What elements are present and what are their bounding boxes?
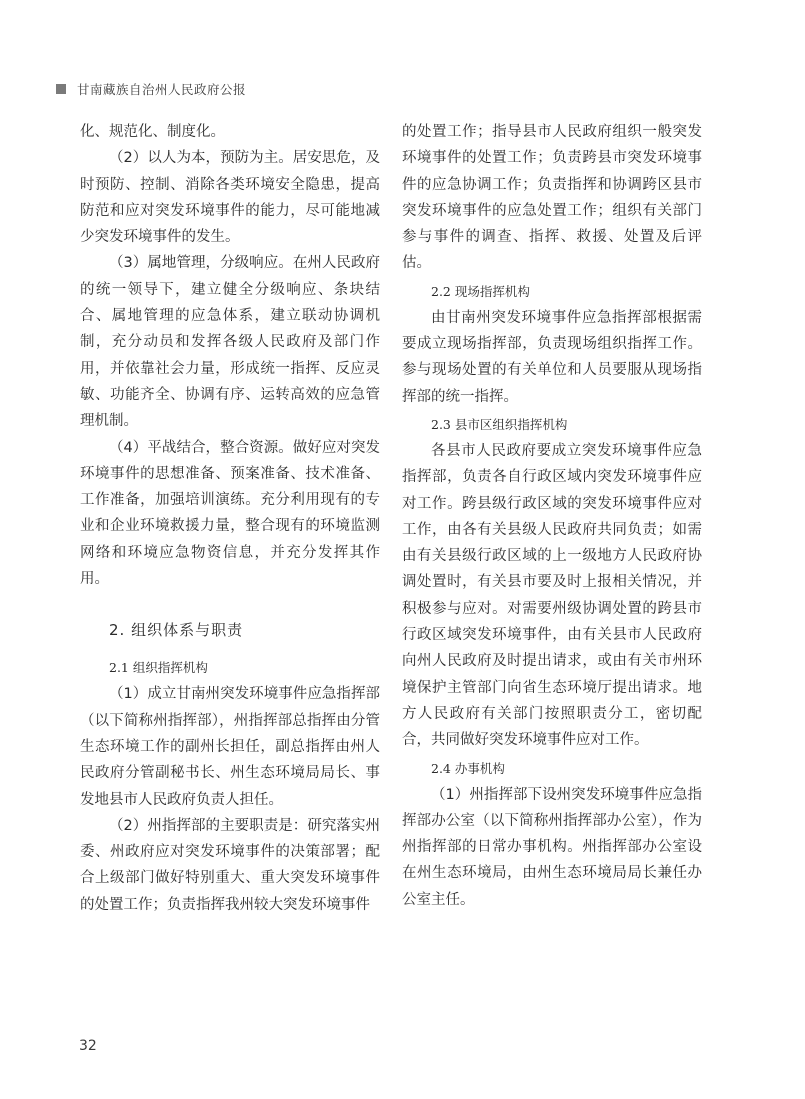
publication-title: 甘南藏族自治州人民政府公报	[77, 82, 247, 97]
subsection-heading: 2.2 现场指挥机构	[431, 283, 530, 299]
page-number: 32	[79, 1038, 97, 1054]
paragraph: （2）州指挥部的主要职责是：研究落实州委、州政府应对突发环境事件的决策部署；配合上级部门做好特别重大、重大突发环境事件的处置工作；负责指挥我州较大突发环境事件	[80, 817, 380, 913]
left-column	[80, 119, 380, 918]
paragraph: （3）属地管理，分级响应。在州人民政府的统一领导下，建立健全分级响应、条块结合、属地管理的应急体系，建立联动协调机制，充分动员和发挥各级人民政府及部门作用，并依靠社会力量，形成统一指挥、反应灵敏、功能齐全、协调有序、运转高效的应急管理机制。	[80, 255, 380, 430]
paragraph: 化、规范化、制度化。	[80, 124, 225, 140]
paragraph: （1）州指挥部下设州突发环境事件应急指挥部办公室（以下简称州指挥部办公室），作为州指挥部的日常办事机构。州指挥部办公室设在州生态环境局，由州生态环境局局长兼任办公室主任。	[402, 786, 702, 908]
subsection-heading: 2.3 县市区组织指挥机构	[431, 416, 568, 432]
paragraph: （2）以人为本，预防为主。居安思危，及时预防、控制、消除各类环境安全隐患，提高防范和应对突发环境事件的能力，尽可能地减少突发环境事件的发生。	[80, 150, 380, 246]
paragraph: （1）成立甘南州突发环境事件应急指挥部（以下简称州指挥部），州指挥部总指挥由分管生态环境工作的副州长担任，副总指挥由州人民政府分管副秘书长、州生态环境局局长、事发地县市人民政府负责人担任。	[80, 686, 380, 808]
paragraph: 的处置工作；指导县市人民政府组织一般突发环境事件的处置工作；负责跨县市突发环境事件的应急协调工作；负责指挥和协调跨区县市突发环境事件的应急处置工作；组织有关部门参与事件的调查、指挥、救援、处置及后评估。	[402, 124, 702, 272]
subsection-heading: 2.4 办事机构	[431, 760, 505, 776]
header-square-icon	[56, 84, 66, 94]
paragraph: 各县市人民政府要成立突发环境事件应急指挥部，负责各自行政区域内突发环境事件应对工作。跨县级行政区域的突发环境事件应对工作，由各有关县级人民政府共同负责；如需由有关县级行政区域的上一级地方人民政府协调处置时，有关县市要及时上报相关情况，并积极参与应对。对需要州级协调处置的跨县市行政区域突发环境事件，由有关县市人民政府向州人民政府及时提出请求，或由有关市州环境保护主管部门向省生态环境厅提出请求。地方人民政府有关部门按照职责分工，密切配合，共同做好突发环境事件应对工作。	[402, 442, 702, 749]
right-column	[402, 119, 702, 913]
subsection-heading: 2.1 组织指挥机构	[109, 660, 208, 676]
paragraph: 由甘南州突发环境事件应急指挥部根据需要成立现场指挥部，负责现场组织指挥工作。参与现场处置的有关单位和人员要服从现场指挥部的统一指挥。	[402, 309, 702, 405]
page-header	[56, 80, 246, 98]
paragraph: （4）平战结合，整合资源。做好应对突发环境事件的思想准备、预案准备、技术准备、工作准备，加强培训演练。充分利用现有的专业和企业环境救援力量，整合现有的环境监测网络和环境应急物资信息，并充分发挥其作用。	[80, 439, 380, 588]
section-heading: 2. 组织体系与职责	[109, 621, 244, 640]
